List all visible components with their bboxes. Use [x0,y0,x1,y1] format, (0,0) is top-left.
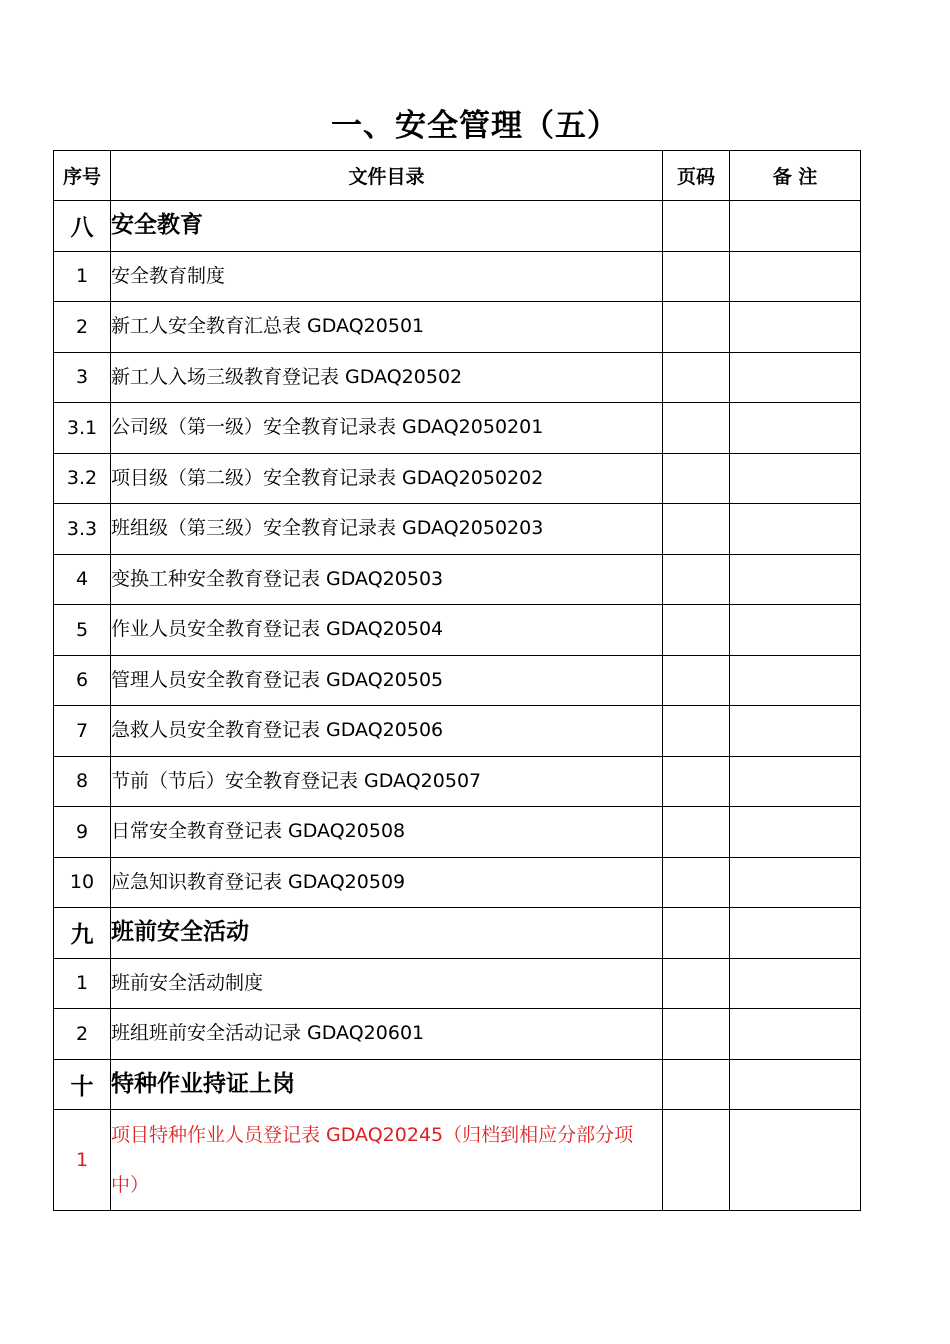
remarks-cell [730,302,861,353]
header-serial-number: 序号 [54,151,111,201]
header-page-number: 页码 [663,151,730,201]
row-serial-number: 3.2 [54,453,111,504]
section-row [54,1059,861,1110]
page-number-cell [663,605,730,656]
section-title: 班前安全活动 [111,908,663,959]
file-name: 管理人员安全教育登记表 GDAQ20505 [111,655,663,706]
file-name: 节前（节后）安全教育登记表 GDAQ20507 [111,756,663,807]
table-row [54,655,861,706]
table-row [54,504,861,555]
file-name: 安全教育制度 [111,251,663,302]
section-title: 特种作业持证上岗 [111,1059,663,1110]
table-header-row [54,151,861,201]
page-number-cell [663,302,730,353]
row-serial-number: 3.3 [54,504,111,555]
table-row [54,605,861,656]
file-name: 项目特种作业人员登记表 GDAQ20245（归档到相应分部分项中） [111,1110,663,1211]
section-row [54,908,861,959]
remarks-cell [730,352,861,403]
table-row [54,706,861,757]
remarks-cell [730,1059,861,1110]
row-serial-number: 十 [54,1059,111,1110]
table-row [54,302,861,353]
section-title: 安全教育 [111,201,663,252]
row-serial-number: 7 [54,706,111,757]
row-serial-number: 10 [54,857,111,908]
remarks-cell [730,756,861,807]
row-serial-number: 1 [54,1110,111,1211]
page-number-cell [663,251,730,302]
section-row [54,201,861,252]
row-serial-number: 九 [54,908,111,959]
page-number-cell [663,554,730,605]
file-name: 变换工种安全教育登记表 GDAQ20503 [111,554,663,605]
file-name: 急救人员安全教育登记表 GDAQ20506 [111,706,663,757]
remarks-cell [730,908,861,959]
page-number-cell [663,908,730,959]
file-name: 班前安全活动制度 [111,958,663,1009]
table-row [54,554,861,605]
row-serial-number: 八 [54,201,111,252]
page-number-cell [663,403,730,454]
file-name: 项目级（第二级）安全教育记录表 GDAQ2050202 [111,453,663,504]
row-serial-number: 8 [54,756,111,807]
table-row [54,807,861,858]
remarks-cell [730,958,861,1009]
table-row [54,352,861,403]
remarks-cell [730,453,861,504]
file-directory-table [53,150,861,1211]
table-row [54,1110,861,1211]
row-serial-number: 2 [54,302,111,353]
file-name: 作业人员安全教育登记表 GDAQ20504 [111,605,663,656]
file-name: 新工人入场三级教育登记表 GDAQ20502 [111,352,663,403]
page-number-cell [663,1110,730,1211]
page-number-cell [663,352,730,403]
remarks-cell [730,706,861,757]
row-serial-number: 2 [54,1009,111,1060]
row-serial-number: 3 [54,352,111,403]
row-serial-number: 6 [54,655,111,706]
table-row [54,403,861,454]
table-row [54,453,861,504]
file-name: 新工人安全教育汇总表 GDAQ20501 [111,302,663,353]
remarks-cell [730,807,861,858]
page-number-cell [663,1009,730,1060]
row-serial-number: 4 [54,554,111,605]
row-serial-number: 1 [54,958,111,1009]
remarks-cell [730,655,861,706]
header-file-directory: 文件目录 [111,151,663,201]
page-title: 一、安全管理（五） [331,108,619,144]
header-remarks: 备 注 [730,151,861,201]
table-body [54,201,861,1211]
page-number-cell [663,201,730,252]
page-number-cell [663,958,730,1009]
page-number-cell [663,1059,730,1110]
remarks-cell [730,251,861,302]
table-row [54,251,861,302]
row-serial-number: 9 [54,807,111,858]
table-row [54,1009,861,1060]
remarks-cell [730,1110,861,1211]
page-number-cell [663,857,730,908]
remarks-cell [730,403,861,454]
file-name: 公司级（第一级）安全教育记录表 GDAQ2050201 [111,403,663,454]
file-name: 应急知识教育登记表 GDAQ20509 [111,857,663,908]
page-number-cell [663,807,730,858]
remarks-cell [730,605,861,656]
table-row [54,857,861,908]
page-number-cell [663,706,730,757]
remarks-cell [730,857,861,908]
page-number-cell [663,504,730,555]
table-row [54,958,861,1009]
page-number-cell [663,655,730,706]
row-serial-number: 5 [54,605,111,656]
remarks-cell [730,554,861,605]
row-serial-number: 1 [54,251,111,302]
file-name: 日常安全教育登记表 GDAQ20508 [111,807,663,858]
row-serial-number: 3.1 [54,403,111,454]
remarks-cell [730,1009,861,1060]
remarks-cell [730,504,861,555]
file-name: 班组班前安全活动记录 GDAQ20601 [111,1009,663,1060]
remarks-cell [730,201,861,252]
table-row [54,756,861,807]
page-number-cell [663,453,730,504]
page-number-cell [663,756,730,807]
file-name: 班组级（第三级）安全教育记录表 GDAQ2050203 [111,504,663,555]
